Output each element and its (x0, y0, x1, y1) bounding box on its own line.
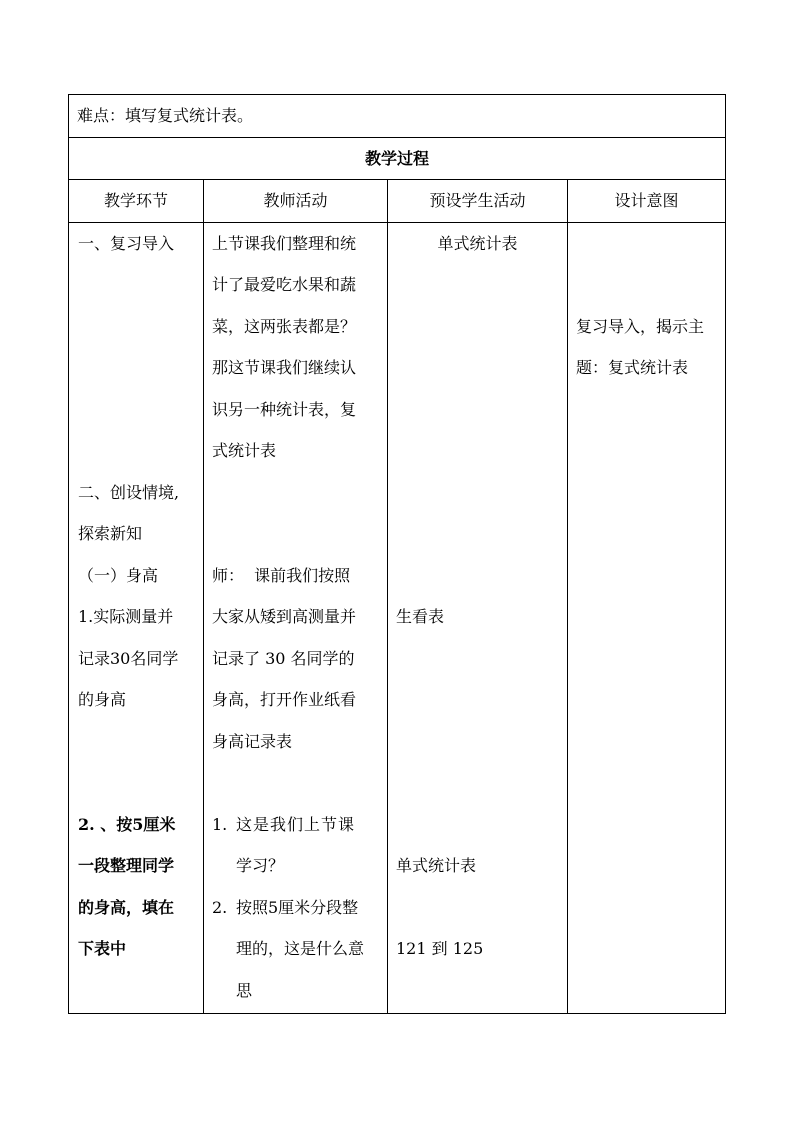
header-intent-label: 设计意图 (614, 191, 679, 210)
question-2-line3: 思 (236, 980, 253, 1000)
stage-create-2: 探索新知 (78, 524, 143, 543)
stage-height-title: （一）身高 (78, 565, 159, 585)
difficulty-row (69, 95, 726, 138)
header-stage-label: 教学环节 (103, 191, 168, 210)
intent-line2: 题：复式统计表 (576, 358, 689, 377)
teacher-line2: 大家从矮到高测量并 (212, 607, 357, 626)
teacher-review-line1: 上节课我们整理和统 (212, 233, 357, 253)
header-student-label: 预设学生活动 (429, 191, 526, 210)
header-student (388, 180, 568, 223)
header-intent (568, 180, 726, 223)
stage-step1-line1: 1.实际测量并 (78, 607, 174, 626)
question-2-number: 2. (212, 897, 228, 917)
content-row (69, 222, 726, 1013)
difficulty-cell (69, 95, 726, 138)
stage-create-1: 二、创设情境, (78, 482, 180, 502)
lesson-plan-table (68, 94, 726, 1014)
stage-step2-line1: 2. 、按5厘米 (78, 814, 176, 834)
teacher-review-line4: 那这节课我们继续认 (212, 358, 357, 377)
student-review: 单式统计表 (437, 233, 518, 253)
stage-step1-line3: 的身高 (78, 690, 127, 709)
teacher-question-2 (212, 887, 382, 929)
question-1-line2: 学习？ (236, 856, 285, 875)
teacher-line5: 身高记录表 (212, 731, 293, 751)
section-title-cell (69, 137, 726, 180)
teacher-review-line5: 识另一种统计表，复 (212, 399, 357, 419)
stage-step2-line2: 一段整理同学 (78, 856, 175, 875)
teacher-line1: 师： 课前我们按照 (212, 565, 351, 585)
question-1-line1: 这是我们上节课 (236, 814, 356, 834)
teacher-review-line6: 式统计表 (212, 441, 277, 460)
teacher-review-line2: 计了最爱吃水果和蔬 (212, 275, 357, 294)
section-title-row (69, 137, 726, 180)
teacher-question-1 (212, 804, 382, 846)
teacher-cell (204, 222, 388, 1013)
stage-cell (69, 222, 204, 1013)
stage-review: 一、复习导入 (78, 233, 175, 253)
student-answer-1: 单式统计表 (396, 856, 477, 875)
teacher-line4: 身高，打开作业纸看 (212, 690, 357, 709)
student-look: 生看表 (396, 607, 445, 626)
question-1-number: 1. (212, 814, 228, 834)
header-row (69, 180, 726, 223)
stage-step2-line3: 的身高，填在 (78, 897, 175, 917)
section-title: 教学过程 (365, 148, 430, 168)
header-stage (69, 180, 204, 223)
teacher-line3: 记录了 30 名同学的 (212, 648, 355, 668)
difficulty-text: 难点：填写复式统计表。 (77, 106, 254, 125)
intent-line1: 复习导入，揭示主 (576, 316, 705, 336)
question-2-line2: 理的，这是什么意 (236, 939, 365, 958)
intent-cell (568, 222, 726, 1013)
header-teacher-label: 教师活动 (263, 191, 328, 210)
stage-step2-line4: 下表中 (78, 939, 127, 958)
teacher-review-line3: 菜，这两张表都是？ (212, 316, 357, 336)
header-teacher (204, 180, 388, 223)
question-2-line1: 按照5厘米分段整 (236, 897, 359, 917)
lesson-plan-page (68, 94, 725, 1014)
student-cell (388, 222, 568, 1013)
stage-step1-line2: 记录30名同学 (78, 648, 179, 668)
student-answer-2: 121 到 125 (396, 939, 484, 958)
